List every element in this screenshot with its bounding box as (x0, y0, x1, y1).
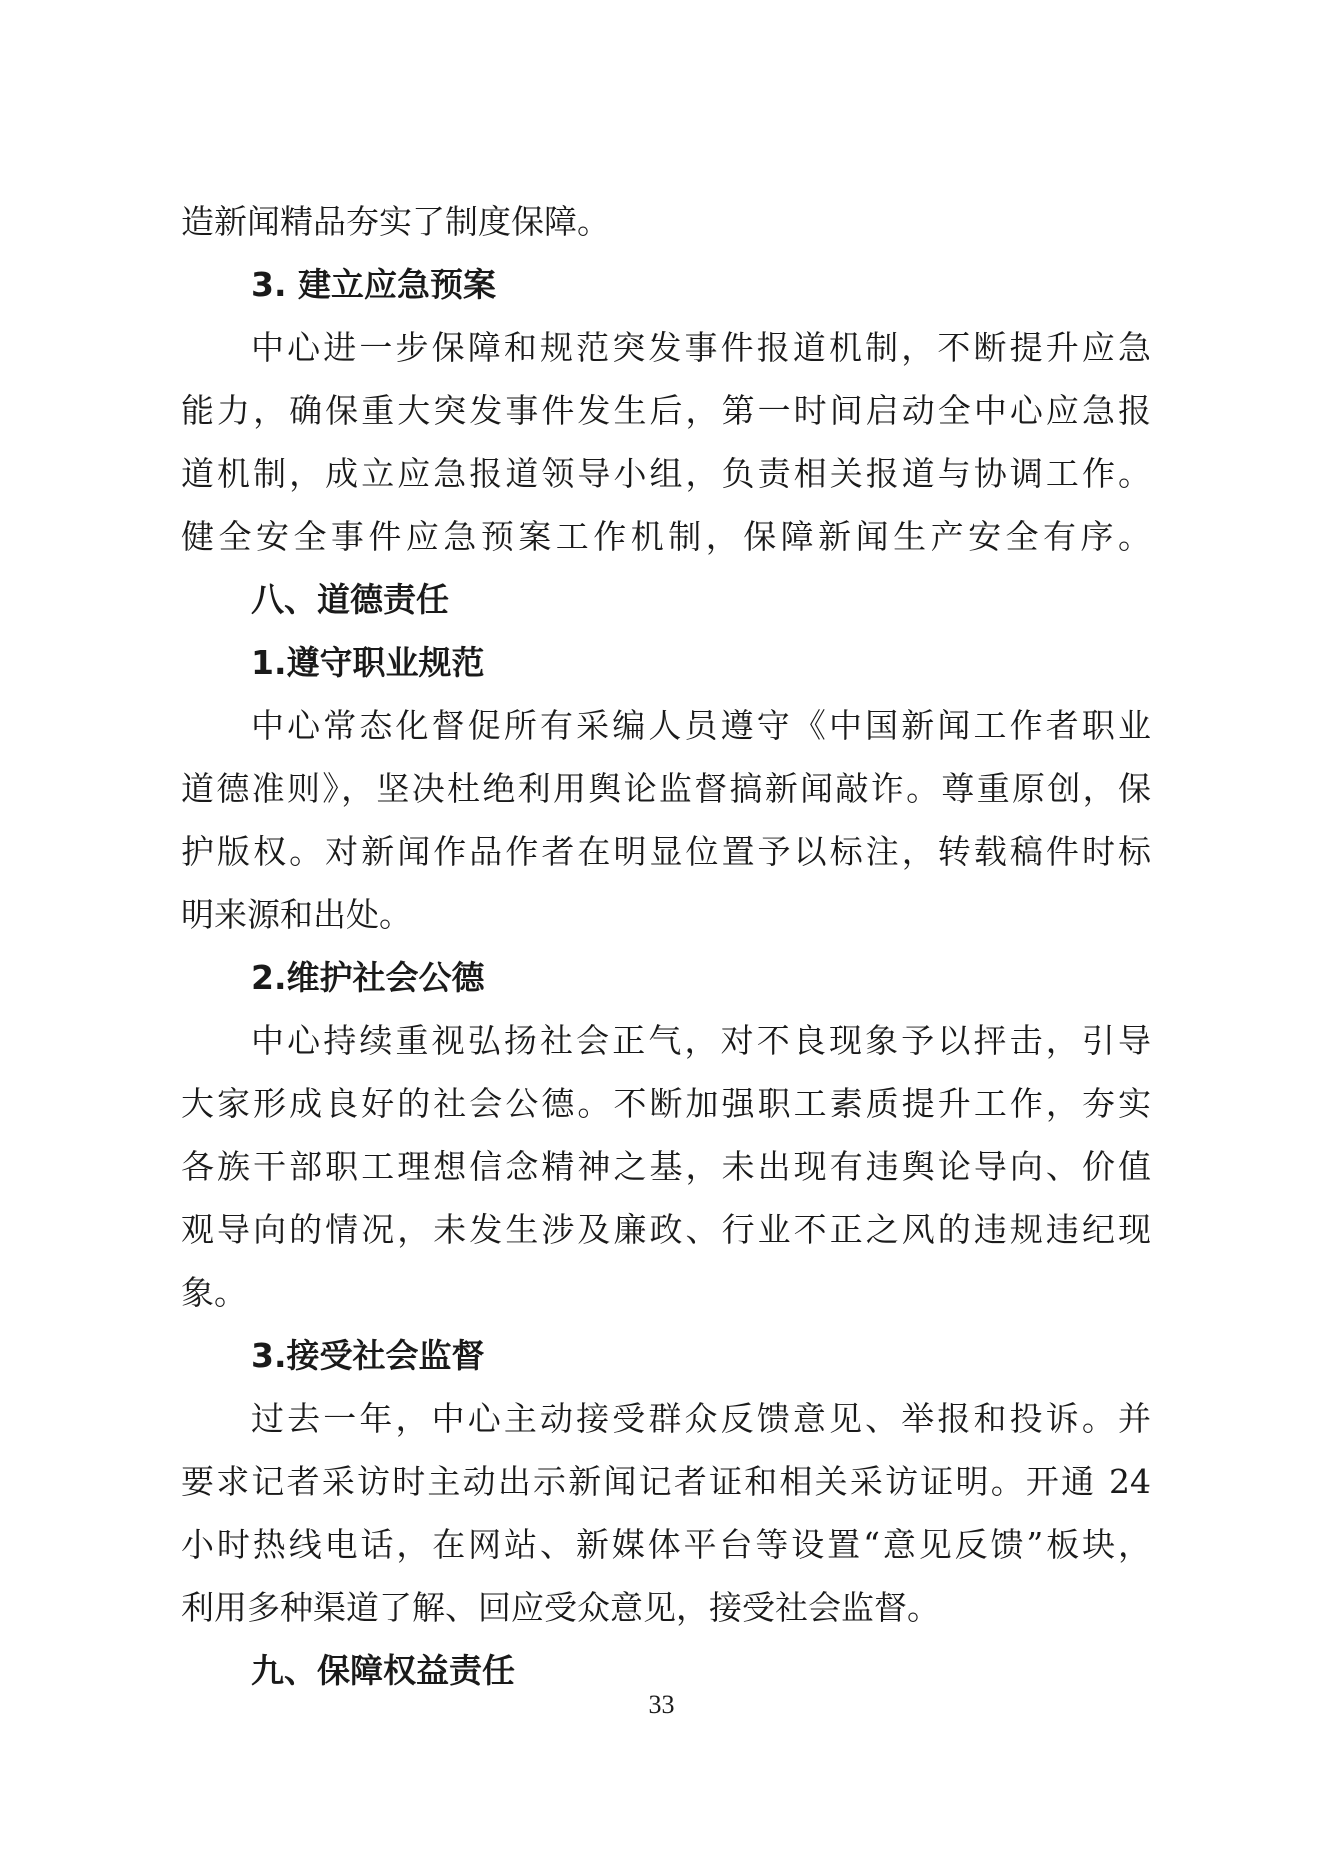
paragraph-line: 道机制，成立应急报道领导小组，负责相关报道与协调工作。 (181, 454, 1151, 493)
subsection-heading: 3. 建立应急预案 (251, 265, 496, 304)
paragraph-line: 利用多种渠道了解、回应受众意见，接受社会监督。 (181, 1588, 940, 1627)
paragraph-line: 中心进一步保障和规范突发事件报道机制，不断提升应急 (251, 328, 1151, 367)
paragraph-line: 健全安全事件应急预案工作机制，保障新闻生产安全有序。 (181, 517, 1151, 556)
page-body (181, 190, 1151, 1702)
paragraph-line: 各族干部职工理想信念精神之基，未出现有违舆论导向、价值 (181, 1147, 1151, 1186)
section-heading: 九、保障权益责任 (251, 1651, 515, 1690)
paragraph-line: 造新闻精品夯实了制度保障。 (181, 202, 610, 241)
subsection-heading: 3.接受社会监督 (251, 1336, 485, 1375)
paragraph-line: 象。 (181, 1273, 247, 1312)
paragraph-line: 中心常态化督促所有采编人员遵守《中国新闻工作者职业 (251, 706, 1151, 745)
subsection-heading: 1.遵守职业规范 (251, 643, 485, 682)
page-number: 33 (648, 1690, 675, 1719)
paragraph-line: 明来源和出处。 (181, 895, 412, 934)
paragraph-line: 中心持续重视弘扬社会正气，对不良现象予以抨击，引导 (251, 1021, 1151, 1060)
paragraph-line: 小时热线电话，在网站、新媒体平台等设置“意见反馈”板块， (181, 1525, 1151, 1564)
paragraph-line: 能力，确保重大突发事件发生后，第一时间启动全中心应急报 (181, 391, 1151, 430)
paragraph-line: 过去一年，中心主动接受群众反馈意见、举报和投诉。并 (251, 1399, 1151, 1438)
paragraph-line: 要求记者采访时主动出示新闻记者证和相关采访证明。开通 24 (181, 1462, 1151, 1501)
paragraph-line: 观导向的情况，未发生涉及廉政、行业不正之风的违规违纪现 (181, 1210, 1151, 1249)
paragraph-line: 道德准则》，坚决杜绝利用舆论监督搞新闻敲诈。尊重原创，保 (181, 769, 1151, 808)
subsection-heading: 2.维护社会公德 (251, 958, 485, 997)
section-heading: 八、道德责任 (251, 580, 449, 619)
paragraph-line: 大家形成良好的社会公德。不断加强职工素质提升工作，夯实 (181, 1084, 1151, 1123)
paragraph-line: 护版权。对新闻作品作者在明显位置予以标注，转载稿件时标 (181, 832, 1151, 871)
